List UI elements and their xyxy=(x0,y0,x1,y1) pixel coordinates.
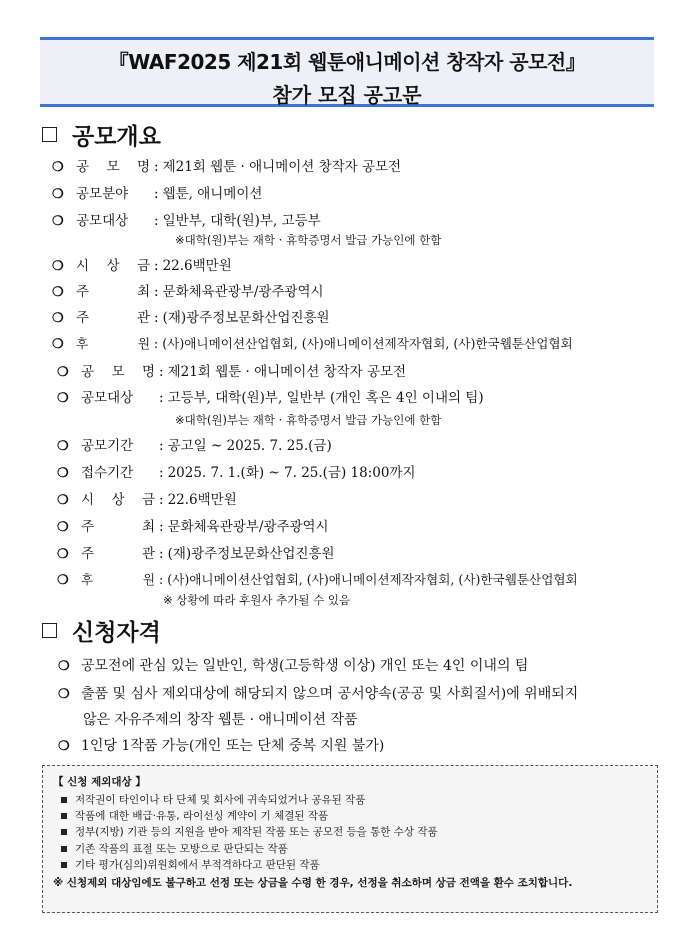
circle-bullet-icon: ❍ xyxy=(57,466,69,481)
exclusion-item: 저작권이 타인이나 타 단체 및 회사에 귀속되었거나 공유된 작품 xyxy=(61,792,647,808)
square-bullet-icon xyxy=(61,813,67,819)
overview-row: ❍ 주 관 : (재)광주정보문화산업진흥원 xyxy=(57,546,335,562)
circle-bullet-icon: ❍ xyxy=(52,160,64,175)
section-heading-qualification xyxy=(42,614,161,647)
overview-row: ❍ 공모대상 : 일반부, 대학(원)부, 고등부 xyxy=(52,213,321,229)
document-subtitle: 참가 모집 공고문 xyxy=(272,83,422,107)
checkbox-icon xyxy=(42,623,57,638)
circle-bullet-icon: ❍ xyxy=(57,391,69,406)
overview-row: ❍ 시 상 금 : 22.6백만원 xyxy=(57,492,237,508)
square-bullet-icon xyxy=(61,862,67,868)
circle-bullet-icon: ❍ xyxy=(58,659,70,674)
exclusion-item: 기존 작품의 표절 또는 모방으로 판단되는 작품 xyxy=(61,841,647,857)
exclusion-warning: ※ 신청제외 대상임에도 불구하고 선정 또는 상금을 수령 한 경우, 선정을 취소하며 상금 전액을 환수 조치합니다. xyxy=(53,877,573,890)
exclusion-item: 기타 평가(심의)위원회에서 부적격하다고 판단된 작품 xyxy=(61,857,647,873)
circle-bullet-icon: ❍ xyxy=(58,687,70,702)
overview-row: ❍ 주 최 : 문화체육관광부/광주광역시 xyxy=(57,519,329,535)
section-title: 신청자격 xyxy=(72,620,161,646)
circle-bullet-icon: ❍ xyxy=(57,573,69,588)
section-heading-overview xyxy=(42,118,161,151)
overview-row: ❍ 공 모 명 : 제21회 웹툰 · 애니메이션 창작자 공모전 xyxy=(57,364,407,380)
overview-row: ❍ 후 원 : (사)애니메이션산업협회, (사)애니메이션제작자협회, (사)한국웹툰산업협회 xyxy=(52,336,573,352)
overview-row: ❍ 공 모 명 : 제21회 웹툰 · 애니메이션 창작자 공모전 xyxy=(52,159,402,175)
square-bullet-icon xyxy=(61,829,67,835)
circle-bullet-icon: ❍ xyxy=(52,187,64,202)
circle-bullet-icon: ❍ xyxy=(57,439,69,454)
circle-bullet-icon: ❍ xyxy=(52,311,64,326)
square-bullet-icon xyxy=(61,846,67,852)
circle-bullet-icon: ❍ xyxy=(57,547,69,562)
circle-bullet-icon: ❍ xyxy=(52,214,64,229)
exclusion-item: 정부(지방) 기관 등의 지원을 받아 제작된 작품 또는 공모전 등을 통한 수상 작품 xyxy=(61,824,647,840)
overview-row: ❍ 시 상 금 : 22.6백만원 xyxy=(52,258,232,274)
overview-note: ※대학(원)부는 재학 · 휴학증명서 발급 가능인에 한함 xyxy=(175,413,442,427)
overview-row: ❍ 주 최 : 문화체육관광부/광주광역시 xyxy=(52,284,324,300)
checkbox-icon xyxy=(42,127,57,142)
overview-row: ❍ 공모분야 : 웹툰, 애니메이션 xyxy=(52,186,263,202)
exclusion-title: 【 신청 제외대상 】 xyxy=(53,776,146,788)
exclusion-box xyxy=(42,765,658,913)
overview-row: ❍ 후 원 : (사)애니메이션산업협회, (사)애니메이션제작자협회, (사)한국웹툰산업협회 xyxy=(57,572,578,588)
qualification-item-continued: 않은 자유주제의 창작 웹툰 · 애니메이션 작품 xyxy=(83,712,358,728)
document-title: 『WAF2025 제21회 웹툰애니메이션 창작자 공모전』 xyxy=(108,50,586,74)
overview-row: ❍ 공모대상 : 고등부, 대학(원)부, 일반부 (개인 혹은 4인 이내의 팀) xyxy=(57,390,484,406)
circle-bullet-icon: ❍ xyxy=(57,493,69,508)
square-bullet-icon xyxy=(61,797,67,803)
exclusion-item: 작품에 대한 배급·유통, 라이선싱 계약이 기 체결된 작품 xyxy=(61,808,647,824)
circle-bullet-icon: ❍ xyxy=(52,337,64,352)
section-title: 공모개요 xyxy=(72,124,161,150)
overview-row: ❍ 접수기간 : 2025. 7. 1.(화) ~ 7. 25.(금) 18:00까지 xyxy=(57,465,416,481)
overview-row: ❍ 주 관 : (재)광주정보문화산업진흥원 xyxy=(52,310,330,326)
qualification-item: ❍ 공모전에 관심 있는 일반인, 학생(고등학생 이상) 개인 또는 4인 이내의 팀 xyxy=(58,658,529,674)
circle-bullet-icon: ❍ xyxy=(58,739,70,754)
qualification-item: ❍ 출품 및 심사 제외대상에 해당되지 않으며 공서양속(공공 및 사회질서)에 위배되지 xyxy=(58,686,579,702)
circle-bullet-icon: ❍ xyxy=(57,365,69,380)
circle-bullet-icon: ❍ xyxy=(52,259,64,274)
overview-row: ❍ 공모기간 : 공고일 ~ 2025. 7. 25.(금) xyxy=(57,438,332,454)
overview-note: ※대학(원)부는 재학 · 휴학증명서 발급 가능인에 한함 xyxy=(175,233,442,247)
circle-bullet-icon: ❍ xyxy=(52,285,64,300)
circle-bullet-icon: ❍ xyxy=(57,520,69,535)
overview-note: ※ 상황에 따라 후원사 추가될 수 있음 xyxy=(163,593,351,607)
qualification-item: ❍ 1인당 1작품 가능(개인 또는 단체 중복 지원 불가) xyxy=(58,738,385,754)
title-box xyxy=(40,37,654,107)
